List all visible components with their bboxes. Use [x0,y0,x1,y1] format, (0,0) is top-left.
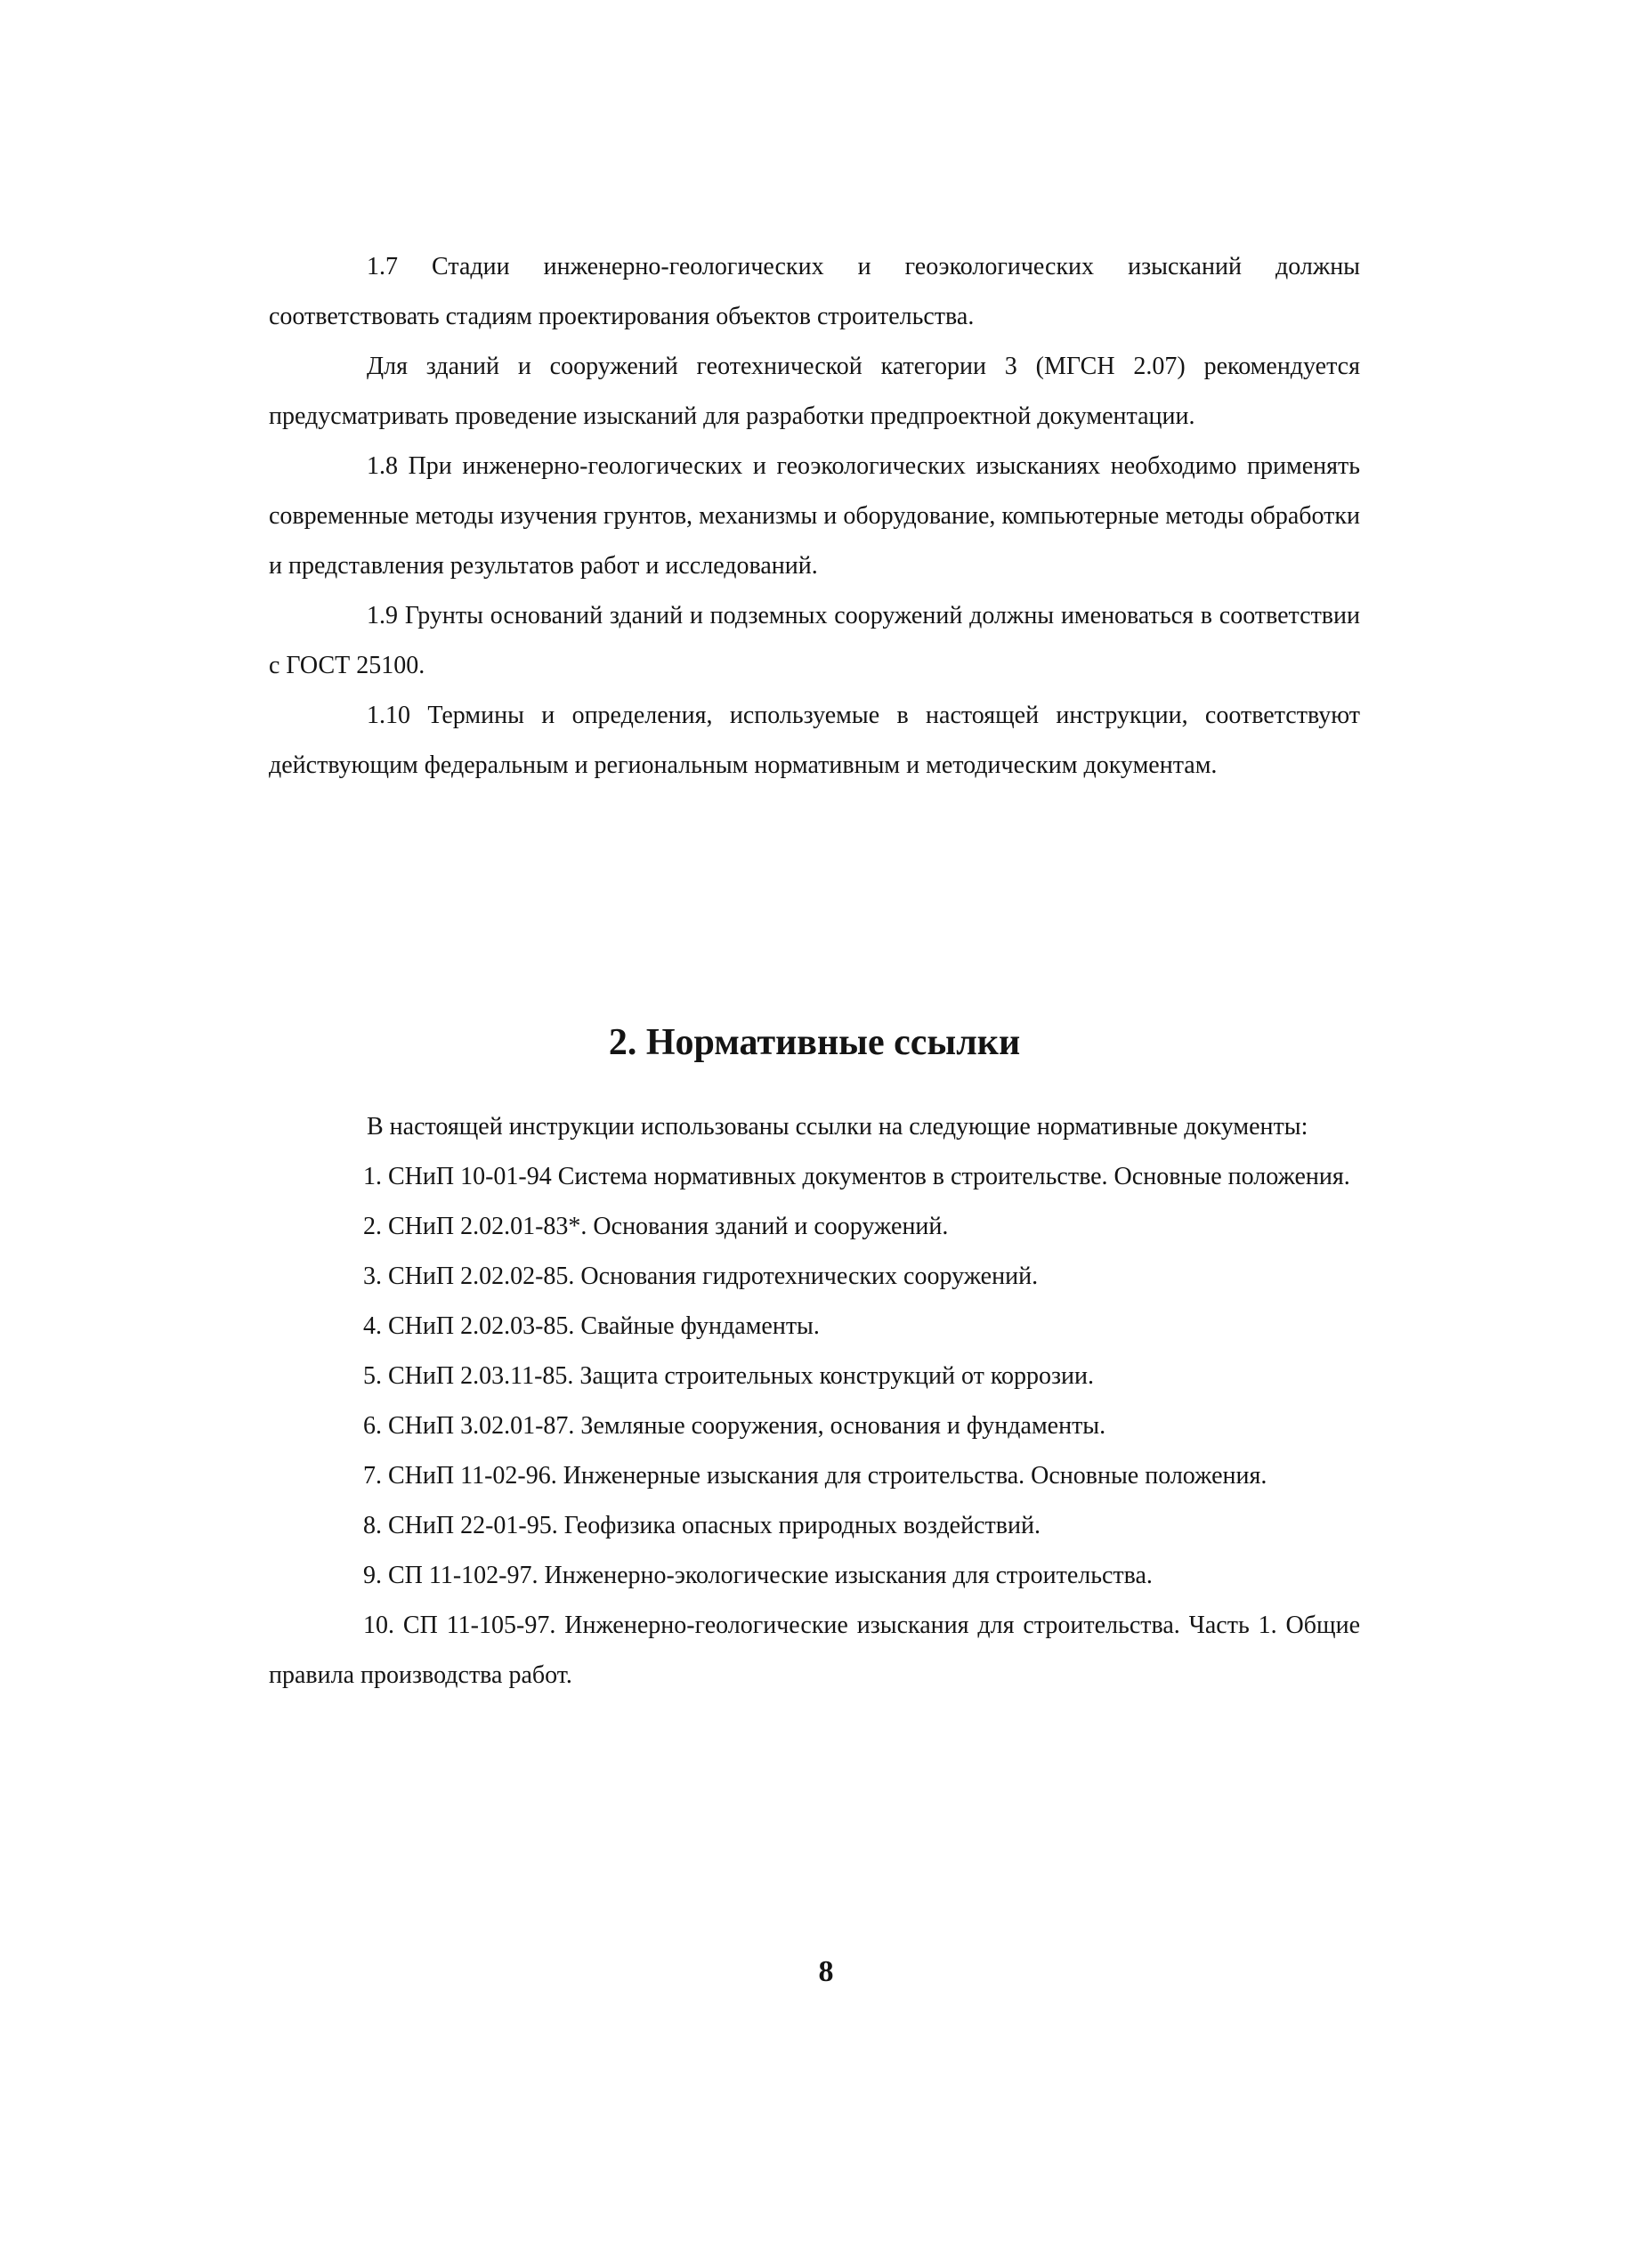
reference-item: 2. СНиП 2.02.01-83*. Основания зданий и сооружений. [363,1213,949,1240]
reference-item: 5. СНиП 2.03.11-85. Защита строительных конструкций от коррозии. [363,1362,1095,1390]
paragraph-1-7-note: Для зданий и сооружений геотехнической категории 3 (МГСН 2.07) рекомендуется предусматривать проведение изысканий для разработки предпроектной документации. [269,353,1360,430]
paragraph-1-8: 1.8 При инженерно-геологических и геоэкологических изысканиях необходимо применять современные методы изучения грунтов, механизмы и оборудование, компьютерные методы обработки и представления результатов работ и исследований. [269,452,1360,580]
paragraph-1-7: 1.7 Стадии инженерно-геологических и геоэкологических изысканий должны соответствовать стадиям проектирования объектов строительства. [269,253,1360,330]
page-number: 8 [818,1955,834,1988]
reference-item: 9. СП 11-102-97. Инженерно-экологические изыскания для строительства. [363,1562,1153,1589]
reference-item: 8. СНиП 22-01-95. Геофизика опасных природных воздействий. [363,1512,1041,1539]
reference-item: 10. СП 11-105-97. Инженерно-геологические изыскания для строительства. Часть 1. Общие правила производства работ. [269,1612,1360,1689]
reference-item: 3. СНиП 2.02.02-85. Основания гидротехнических сооружений. [363,1263,1039,1290]
paragraph-1-9: 1.9 Грунты оснований зданий и подземных сооружений должны именоваться в соответствии с ГОСТ 25100. [269,602,1360,679]
reference-item: 7. СНиП 11-02-96. Инженерные изыскания для строительства. Основные положения. [363,1462,1267,1490]
references-intro: В настоящей инструкции использованы ссылки на следующие нормативные документы: [367,1113,1308,1141]
section-1-continuation [269,242,1360,791]
reference-item: 4. СНиП 2.02.03-85. Свайные фундаменты. [363,1312,820,1340]
section-2-body [269,1102,1360,1701]
section-2-heading: 2. Нормативные ссылки [608,1021,1021,1063]
reference-item: 1. СНиП 10-01-94 Система нормативных документов в строительстве. Основные положения. [363,1163,1350,1190]
reference-item: 6. СНиП 3.02.01-87. Земляные сооружения, основания и фундаменты. [363,1412,1106,1440]
paragraph-1-10: 1.10 Термины и определения, используемые в настоящей инструкции, соответствуют действующим федеральным и региональным нормативным и методическим документам. [269,702,1360,779]
